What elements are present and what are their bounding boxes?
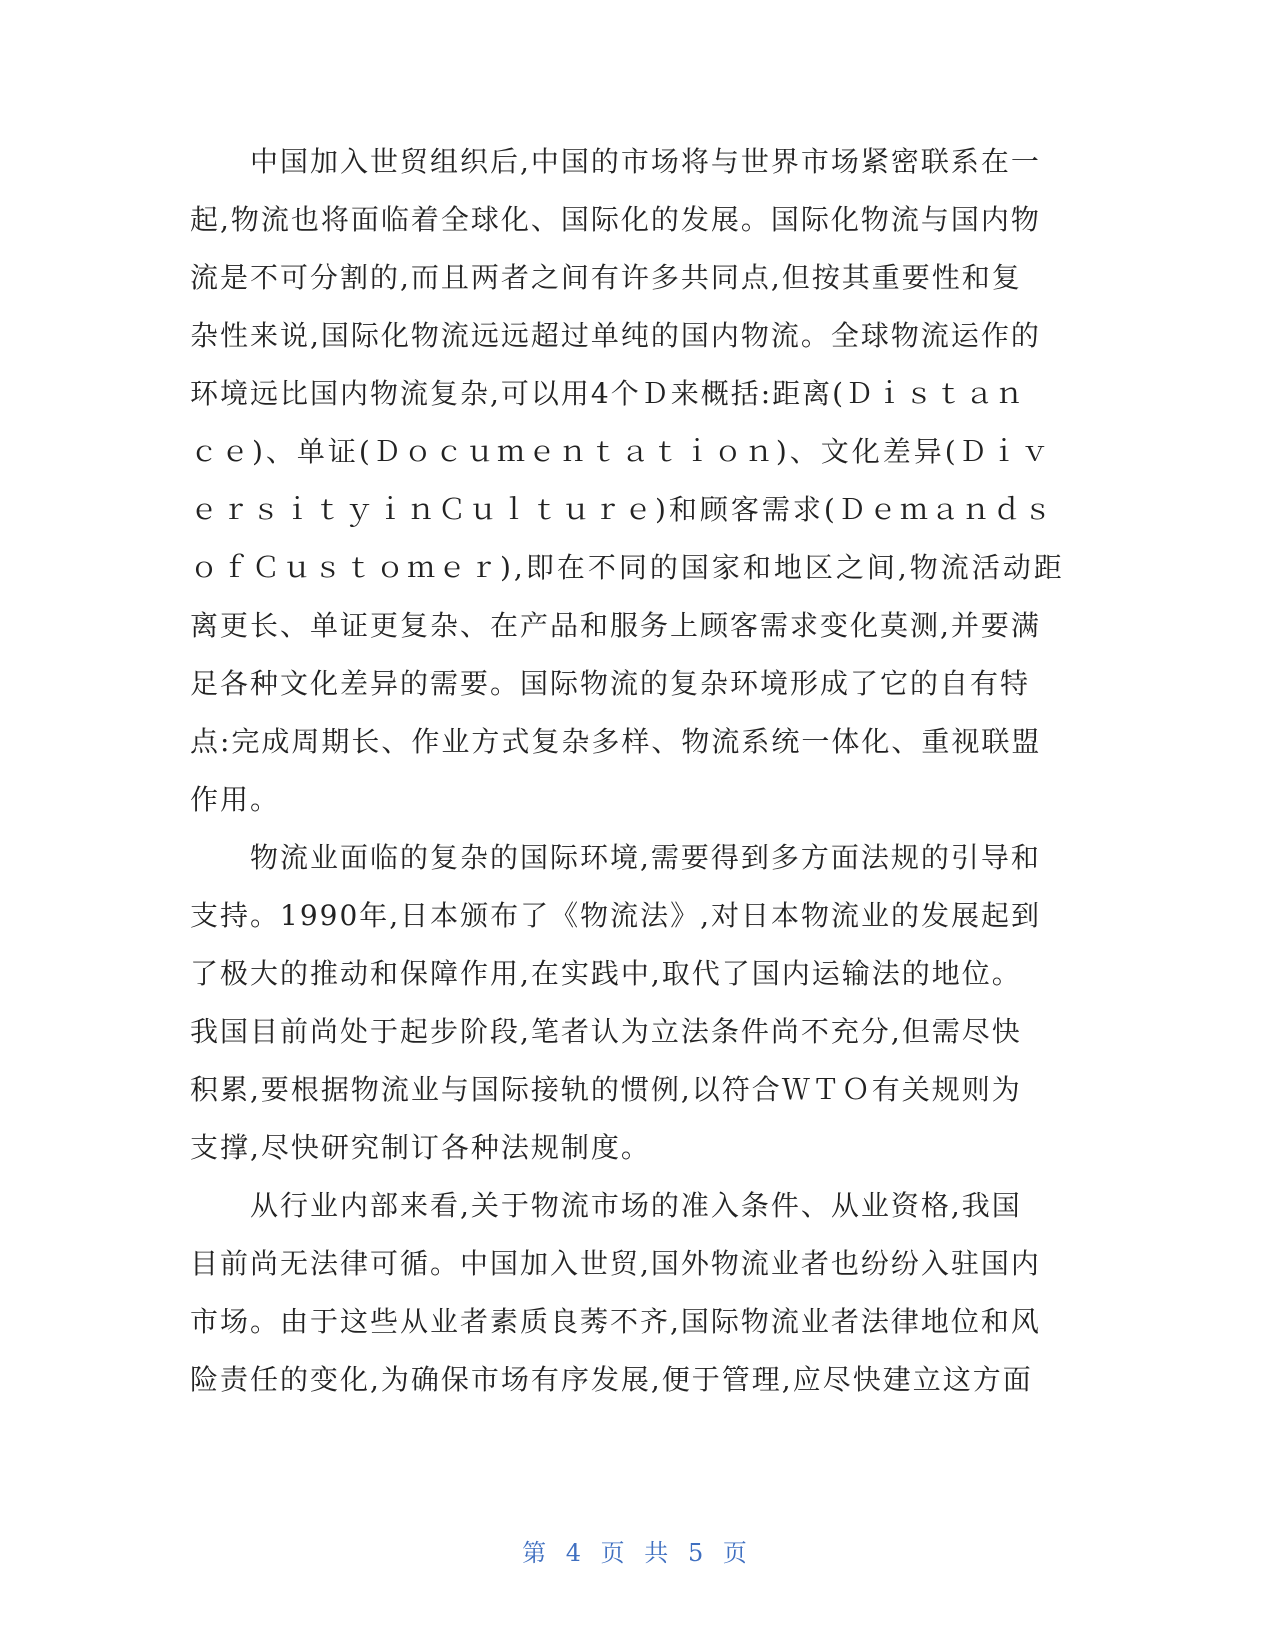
text-line: 起,物流也将面临着全球化、国际化的发展。国际化物流与国内物 (190, 203, 1041, 236)
text-line: 中国加入世贸组织后,中国的市场将与世界市场紧密联系在一 (190, 145, 1041, 178)
text-line: 我国目前尚处于起步阶段,笔者认为立法条件尚不充分,但需尽快 (190, 1015, 1022, 1048)
text-line: 环境远比国内物流复杂,可以用4个Ｄ来概括:距离(Ｄｉｓｔａｎ (190, 377, 1026, 410)
text-line: ｃｅ)、单证(Ｄｏｃｕｍｅｎｔａｔｉｏｎ)、文化差异(Ｄｉｖ (190, 435, 1052, 468)
text-line: 物流业面临的复杂的国际环境,需要得到多方面法规的引导和 (190, 841, 1041, 874)
text-line: 杂性来说,国际化物流远远超过单纯的国内物流。全球物流运作的 (190, 319, 1041, 352)
text-line: 险责任的变化,为确保市场有序发展,便于管理,应尽快建立这方面 (190, 1363, 1033, 1396)
text-line: 离更长、单证更复杂、在产品和服务上顾客需求变化莫测,并要满 (190, 609, 1041, 642)
text-line: 作用。 (190, 783, 281, 816)
text-line: 从行业内部来看,关于物流市场的准入条件、从业资格,我国 (190, 1189, 1022, 1222)
text-line: 流是不可分割的,而且两者之间有许多共同点,但按其重要性和复 (190, 261, 1022, 294)
text-line: 点:完成周期长、作业方式复杂多样、物流系统一体化、重视联盟 (190, 725, 1042, 758)
page-number-footer: 第 4 页 共 5 页 (522, 1539, 753, 1567)
text-line: ｅｒｓｉｔｙｉｎＣｕｌｔｕｒｅ)和顾客需求(Ｄｅｍａｎｄｓ (190, 493, 1055, 526)
text-line: 市场。由于这些从业者素质良莠不齐,国际物流业者法律地位和风 (190, 1305, 1041, 1338)
text-line: 支持。1990年,日本颁布了《物流法》,对日本物流业的发展起到 (190, 899, 1042, 932)
text-line: 积累,要根据物流业与国际接轨的惯例,以符合ＷＴＯ有关规则为 (190, 1073, 1022, 1106)
text-line: ｏｆＣｕｓｔｏｍｅｒ),即在不同的国家和地区之间,物流活动距 (190, 551, 1065, 584)
text-line: 足各种文化差异的需要。国际物流的复杂环境形成了它的自有特 (190, 667, 1031, 700)
text-line: 了极大的推动和保障作用,在实践中,取代了国内运输法的地位。 (190, 957, 1022, 990)
text-line: 支撑,尽快研究制订各种法规制度。 (190, 1131, 651, 1164)
text-line: 目前尚无法律可循。中国加入世贸,国外物流业者也纷纷入驻国内 (190, 1247, 1041, 1280)
